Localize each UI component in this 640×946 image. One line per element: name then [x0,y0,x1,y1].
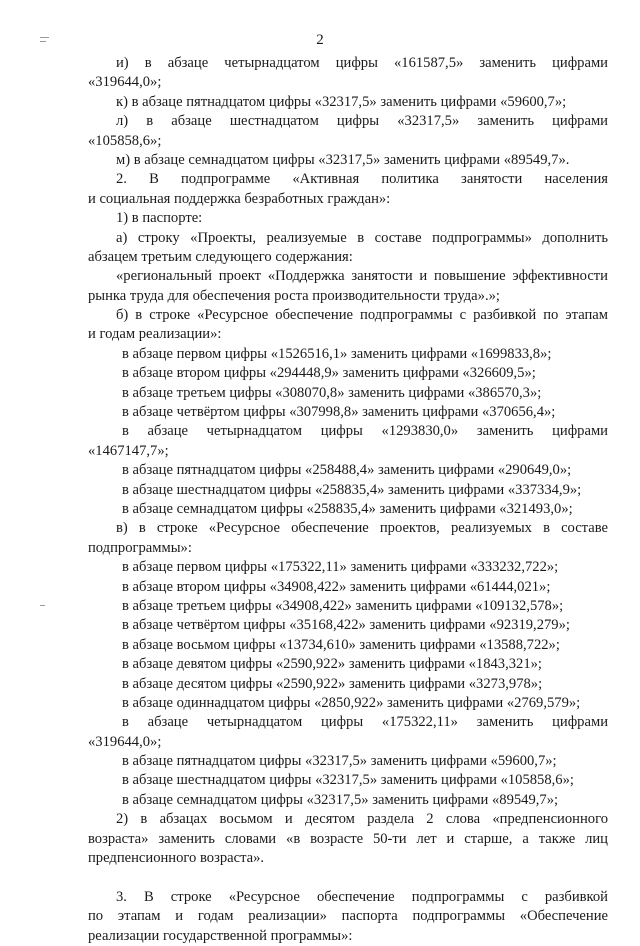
text-line-content: реализации государственной программы»: [88,927,353,944]
text-line [88,93,608,112]
text-line-content: в абзаце четвёртом цифры «307998,8» заменить цифрами «370656,4»; [122,404,556,421]
text-line-content: в абзаце шестнадцатом цифры «258835,4» заменить цифрами «337334,9»; [122,481,582,498]
text-line [88,403,608,422]
text-line-content: в абзаце четырнадцатом цифры «175322,11» заменить цифрами [122,714,608,731]
text-line [88,190,608,209]
text-line-content: абзацем третьим следующего содержания: [88,248,353,265]
text-line [88,888,608,907]
text-line [88,907,608,926]
text-line-content: в абзаце семнадцатом цифры «32317,5» заменить цифрами «89549,7»; [122,791,559,808]
text-line-content: в абзаце шестнадцатом цифры «32317,5» заменить цифрами «105858,6»; [122,772,574,789]
text-line-content: в абзаце четвёртом цифры «35168,422» заменить цифрами «92319,279»; [122,617,570,634]
text-line [88,364,608,383]
text-line-content: и годам реализации»: [88,326,222,343]
text-line [88,655,608,674]
text-line [88,229,608,248]
text-line [88,267,608,286]
text-line-content: 2) в абзацах восьмом и десятом раздела 2 слова «предпенсионного [116,811,608,828]
text-line-content: в абзаце втором цифры «34908,422» заменить цифрами «61444,021»; [122,578,551,595]
text-line-content: в абзаце четырнадцатом цифры «1293830,0» заменить цифрами [122,423,608,440]
page-number: 2 [316,32,324,48]
text-line-content: в абзаце пятнадцатом цифры «32317,5» заменить цифрами «59600,7»; [122,753,557,770]
text-line-content: в абзаце восьмом цифры «13734,610» заменить цифрами «13588,722»; [122,636,560,653]
text-line-content: и) в абзаце четырнадцатом цифры «161587,5» заменить цифрами [116,55,608,71]
text-line-content: по этапам и годам реализации» паспорта подпрограммы «Обеспечение [88,908,608,925]
text-line [88,54,608,73]
text-line [88,539,608,558]
text-line-content: «региональный проект «Поддержка занятости и повышение эффективности [116,268,608,285]
text-line-content: в абзаце третьем цифры «308070,8» заменить цифрами «386570,3»; [122,384,542,401]
text-line [88,927,608,946]
text-line [88,830,608,849]
text-line [88,694,608,713]
text-line [88,849,608,868]
text-line-content: к) в абзаце пятнадцатом цифры «32317,5» заменить цифрами «59600,7»; [116,93,567,110]
text-line-content: в абзаце десятом цифры «2590,922» заменить цифрами «3273,978»; [122,675,543,692]
text-line-content: в абзаце первом цифры «1526516,1» заменить цифрами «1699833,8»; [122,345,552,362]
text-line-content: предпенсионного возраста». [88,850,265,867]
scan-mark [40,605,45,606]
text-line-content: в) в строке «Ресурсное обеспечение проектов, реализуемых в составе [116,520,608,537]
text-line-content: в абзаце пятнадцатом цифры «258488,4» заменить цифрами «290649,0»; [122,462,572,479]
text-line [88,112,608,131]
text-line-content: б) в строке «Ресурсное обеспечение подпрограммы с разбивкой по этапам [116,307,608,324]
text-line-content: 1) в паспорте: [116,210,203,227]
text-line-content: в абзаце первом цифры «175322,11» заменить цифрами «333232,722»; [122,559,559,576]
text-line-content: «105858,6»; [88,132,162,149]
text-line [88,287,608,306]
text-line-content: л) в абзаце шестнадцатом цифры «32317,5» заменить цифрами [116,113,608,130]
text-line-content: в абзаце одиннадцатом цифры «2850,922» заменить цифрами «2769,579»; [122,694,581,711]
text-line-content: в абзаце семнадцатом цифры «258835,4» заменить цифрами «321493,0»; [122,500,573,517]
text-line [88,791,608,810]
text-line [88,306,608,325]
text-line [88,752,608,771]
text-line-content: «1467147,7»; [88,442,169,459]
text-line-content: рынка труда для обеспечения роста производительности труда».»; [88,287,500,304]
text-line-content: «319644,0»; [88,74,162,91]
text-line [88,713,608,732]
text-line [88,810,608,829]
text-line-content: м) в абзаце семнадцатом цифры «32317,5» заменить цифрами «89549,7». [116,151,570,168]
text-line [88,500,608,519]
text-line [88,73,608,92]
text-line [88,733,608,752]
text-line [88,578,608,597]
text-line [88,345,608,364]
text-line [88,675,608,694]
text-line-content: а) строку «Проекты, реализуемые в составе подпрограммы» дополнить [116,229,608,246]
text-line-content: «319644,0»; [88,733,162,750]
text-line [88,325,608,344]
text-line-content: подпрограммы»: [88,539,192,556]
text-line-content: в абзаце девятом цифры «2590,922» заменить цифрами «1843,321»; [122,656,542,673]
text-line [88,461,608,480]
document-body [88,54,608,946]
text-line-content: 3. В строке «Ресурсное обеспечение подпрограммы с разбивкой [116,888,608,905]
text-line-content: возраста» заменить словами «в возрасте 50-ти лет и старше, а также лиц [88,830,608,847]
text-line [88,519,608,538]
text-line [88,170,608,189]
text-line [88,597,608,616]
text-line [88,868,608,887]
text-line [88,151,608,170]
text-line [88,481,608,500]
text-line-content: 2. В подпрограмме «Активная политика занятости населения [116,171,608,188]
text-line [88,132,608,151]
text-line [88,771,608,790]
text-line [88,442,608,461]
text-line [88,636,608,655]
text-line [88,209,608,228]
text-line [88,384,608,403]
text-line [88,616,608,635]
text-line [88,248,608,267]
text-line-content: и социальная поддержка безработных граждан»: [88,190,391,207]
text-line [88,558,608,577]
text-line [88,422,608,441]
text-line-content: в абзаце втором цифры «294448,9» заменить цифрами «326609,5»; [122,365,536,382]
text-line-content: в абзаце третьем цифры «34908,422» заменить цифрами «109132,578»; [122,597,564,614]
